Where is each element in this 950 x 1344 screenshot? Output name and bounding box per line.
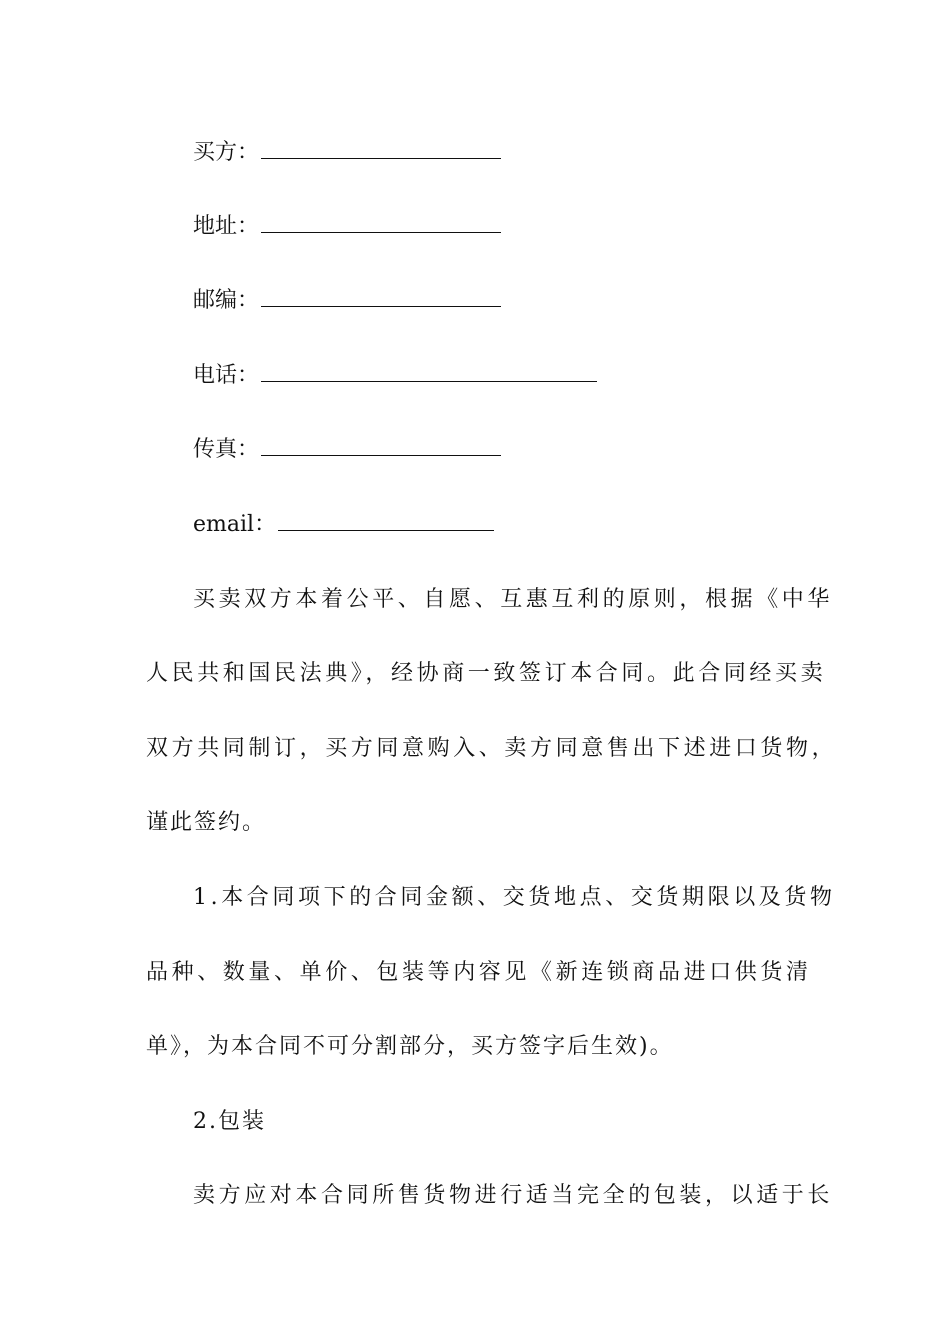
paragraph-1-line-4: 谨此签约。 [146, 810, 267, 835]
paragraph-4-line-1: 卖方应对本合同所售货物进行适当完全的包装，以适于长 [193, 1183, 834, 1208]
postcode-field [193, 286, 501, 316]
phone-blank-line [261, 380, 597, 382]
email-blank-line [278, 529, 494, 531]
paragraph-1-line-3: 双方共同制订，买方同意购入、卖方同意售出下述进口货物， [146, 736, 838, 761]
paragraph-1-line-2: 人民共和国民法典》，经协商一致签订本合同。此合同经买卖 [146, 661, 827, 686]
phone-field [193, 361, 597, 391]
paragraph-1-line-1: 买卖双方本着公平、自愿、互惠互利的原则，根据《中华 [193, 587, 834, 612]
address-blank-line [261, 231, 501, 233]
paragraph-2-line-1: 1.本合同项下的合同金额、交货地点、交货期限以及货物 [193, 885, 836, 910]
email-label: email： [193, 512, 277, 537]
postcode-label: 邮编： [193, 288, 260, 313]
buyer-blank-line [261, 157, 501, 159]
address-label: 地址： [193, 214, 260, 239]
paragraph-2-line-3: 单》，为本合同不可分割部分，买方签字后生效)。 [146, 1034, 674, 1059]
fax-label: 传真： [193, 437, 260, 462]
section-heading-packaging: 2.包装 [193, 1109, 266, 1134]
paragraph-2-line-2: 品种、数量、单价、包装等内容见《新连锁商品进口供货清 [146, 960, 812, 985]
postcode-blank-line [261, 305, 501, 307]
phone-label: 电话： [193, 363, 260, 388]
buyer-label: 买方： [193, 140, 260, 165]
fax-field [193, 435, 501, 465]
buyer-field [193, 138, 501, 168]
fax-blank-line [261, 454, 501, 456]
address-field [193, 212, 501, 242]
email-field [193, 510, 494, 540]
